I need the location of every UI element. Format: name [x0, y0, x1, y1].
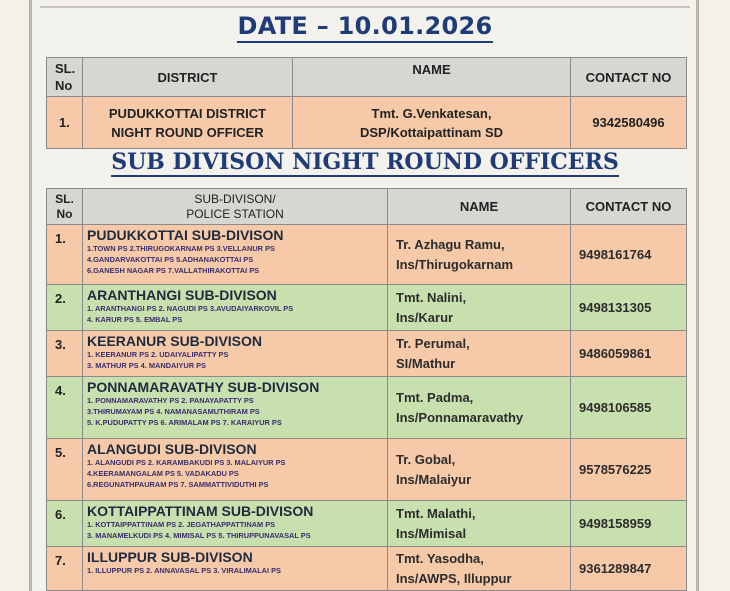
officer-contact: 9498158959 — [571, 501, 687, 547]
table-row — [47, 439, 687, 501]
officer-name: Tr. Gobal, Ins/Malaiyur — [388, 439, 571, 501]
officer-contact: 9498131305 — [571, 285, 687, 331]
subdivision-cell — [83, 225, 388, 285]
subdivision-cell — [83, 439, 388, 501]
district-contact: 9342580496 — [571, 97, 687, 149]
station-line: 1. KOTTAIPPATTINAM PS 2. JEGATHAPPATTINAM PS — [87, 520, 276, 529]
row-slno: 4. — [47, 377, 83, 439]
station-line: 1. ILLUPPUR PS 2. ANNAVASAL PS 3. VIRALIMALAI PS — [87, 566, 281, 575]
subdivision-title: KOTTAIPPATTINAM SUB-DIVISON — [87, 503, 314, 519]
subdivision-title: ILLUPPUR SUB-DIVISON — [87, 549, 253, 565]
header-name: NAME — [293, 58, 571, 97]
officer-name: Tmt. Padma, Ins/Ponnamaravathy — [388, 377, 571, 439]
station-line: 3. MANAMELKUDI PS 4. MIMISAL PS 5. THIRUPPUNAVASAL PS — [87, 531, 311, 540]
row-slno: 1. — [47, 225, 83, 285]
sub-header-contact: CONTACT NO — [571, 189, 687, 225]
station-line: 4.GANDARVAKOTTAI PS 5.ADHANAKOTTAI PS — [87, 255, 254, 264]
station-list — [83, 395, 387, 428]
officer-name: Tmt. Yasodha, Ins/AWPS, Illuppur — [388, 547, 571, 591]
officer-name: Tmt. Nalini, Ins/Karur — [388, 285, 571, 331]
date-heading: DATE – 10.01.2026 — [0, 12, 730, 40]
officer-name: Tr. Azhagu Ramu, Ins/Thirugokarnam — [388, 225, 571, 285]
station-line: 6.GANESH NAGAR PS 7.VALLATHIRAKOTTAI PS — [87, 266, 260, 275]
subdivision-heading: SUB DIVISON NIGHT ROUND OFFICERS — [111, 149, 619, 175]
station-line: 4. KARUR PS 5. EMBAL PS — [87, 315, 183, 324]
row-slno: 7. — [47, 547, 83, 591]
officer-contact: 9486059861 — [571, 331, 687, 377]
station-line: 3.THIRUMAYAM PS 4. NAMANASAMUTHIRAM PS — [87, 407, 260, 416]
table-row — [47, 377, 687, 439]
station-list — [83, 565, 387, 576]
station-line: 1. KEERANUR PS 2. UDAIYALIPATTY PS — [87, 350, 229, 359]
top-border — [40, 0, 690, 8]
station-list — [83, 457, 387, 490]
subdivision-cell — [83, 331, 388, 377]
table-row — [47, 225, 687, 285]
header-contact: CONTACT NO — [571, 58, 687, 97]
district-cell: PUDUKKOTTAI DISTRICT NIGHT ROUND OFFICER — [83, 97, 293, 149]
subdivision-title: ARANTHANGI SUB-DIVISON — [87, 287, 277, 303]
subdivision-cell — [83, 285, 388, 331]
district-table — [46, 57, 687, 149]
subdivision-title: PONNAMARAVATHY SUB-DIVISON — [87, 379, 320, 395]
officer-name: Tr. Perumal, SI/Mathur — [388, 331, 571, 377]
header-district: DISTRICT — [83, 58, 293, 97]
station-line: 6.REGUNATHPAURAM PS 7. SAMMATTIVIDUTHI PS — [87, 480, 269, 489]
district-slno: 1. — [47, 97, 83, 149]
table-row — [47, 501, 687, 547]
sub-header-subdivision: SUB-DIVISON/ POLICE STATION — [83, 189, 388, 225]
sub-header-slno: SL. No — [47, 189, 83, 225]
district-officer-name: Tmt. G.Venkatesan, DSP/Kottaipattinam SD — [293, 97, 571, 149]
row-slno: 5. — [47, 439, 83, 501]
officer-contact: 9361289847 — [571, 547, 687, 591]
table-row — [47, 285, 687, 331]
table-row — [47, 331, 687, 377]
subdivision-cell — [83, 377, 388, 439]
officer-contact: 9578576225 — [571, 439, 687, 501]
header-slno: SL. No — [47, 58, 83, 97]
station-list — [83, 303, 387, 325]
sub-header-name: NAME — [388, 189, 571, 225]
subdivision-title: KEERANUR SUB-DIVISON — [87, 333, 263, 349]
station-line: 1. PONNAMARAVATHY PS 2. PANAYAPATTY PS — [87, 396, 254, 405]
subdivision-table — [46, 188, 687, 591]
station-line: 1. ALANGUDI PS 2. KARAMBAKUDI PS 3. MALAIYUR PS — [87, 458, 286, 467]
station-list — [83, 243, 387, 276]
station-line: 1.TOWN PS 2.THIRUGOKARNAM PS 3.VELLANUR PS — [87, 244, 275, 253]
subdivision-title: ALANGUDI SUB-DIVISON — [87, 441, 257, 457]
station-list — [83, 519, 387, 541]
subdivision-title: PUDUKKOTTAI SUB-DIVISON — [87, 227, 284, 243]
row-slno: 2. — [47, 285, 83, 331]
table-row — [47, 547, 687, 591]
station-list — [83, 349, 387, 371]
subdivision-cell — [83, 501, 388, 547]
officer-name: Tmt. Malathi, Ins/Mimisal — [388, 501, 571, 547]
station-line: 4.KEERAMANGALAM PS 5. VADAKADU PS — [87, 469, 239, 478]
station-line: 3. MATHUR PS 4. MANDAIYUR PS — [87, 361, 206, 370]
officer-contact: 9498161764 — [571, 225, 687, 285]
row-slno: 3. — [47, 331, 83, 377]
station-line: 1. ARANTHANGI PS 2. NAGUDI PS 3.AVUDAIYARKOVIL PS — [87, 304, 294, 313]
subdivision-cell — [83, 547, 388, 591]
station-line: 5. K.PUDUPATTY PS 6. ARIMALAM PS 7. KARAIYUR PS — [87, 418, 282, 427]
row-slno: 6. — [47, 501, 83, 547]
officer-contact: 9498106585 — [571, 377, 687, 439]
